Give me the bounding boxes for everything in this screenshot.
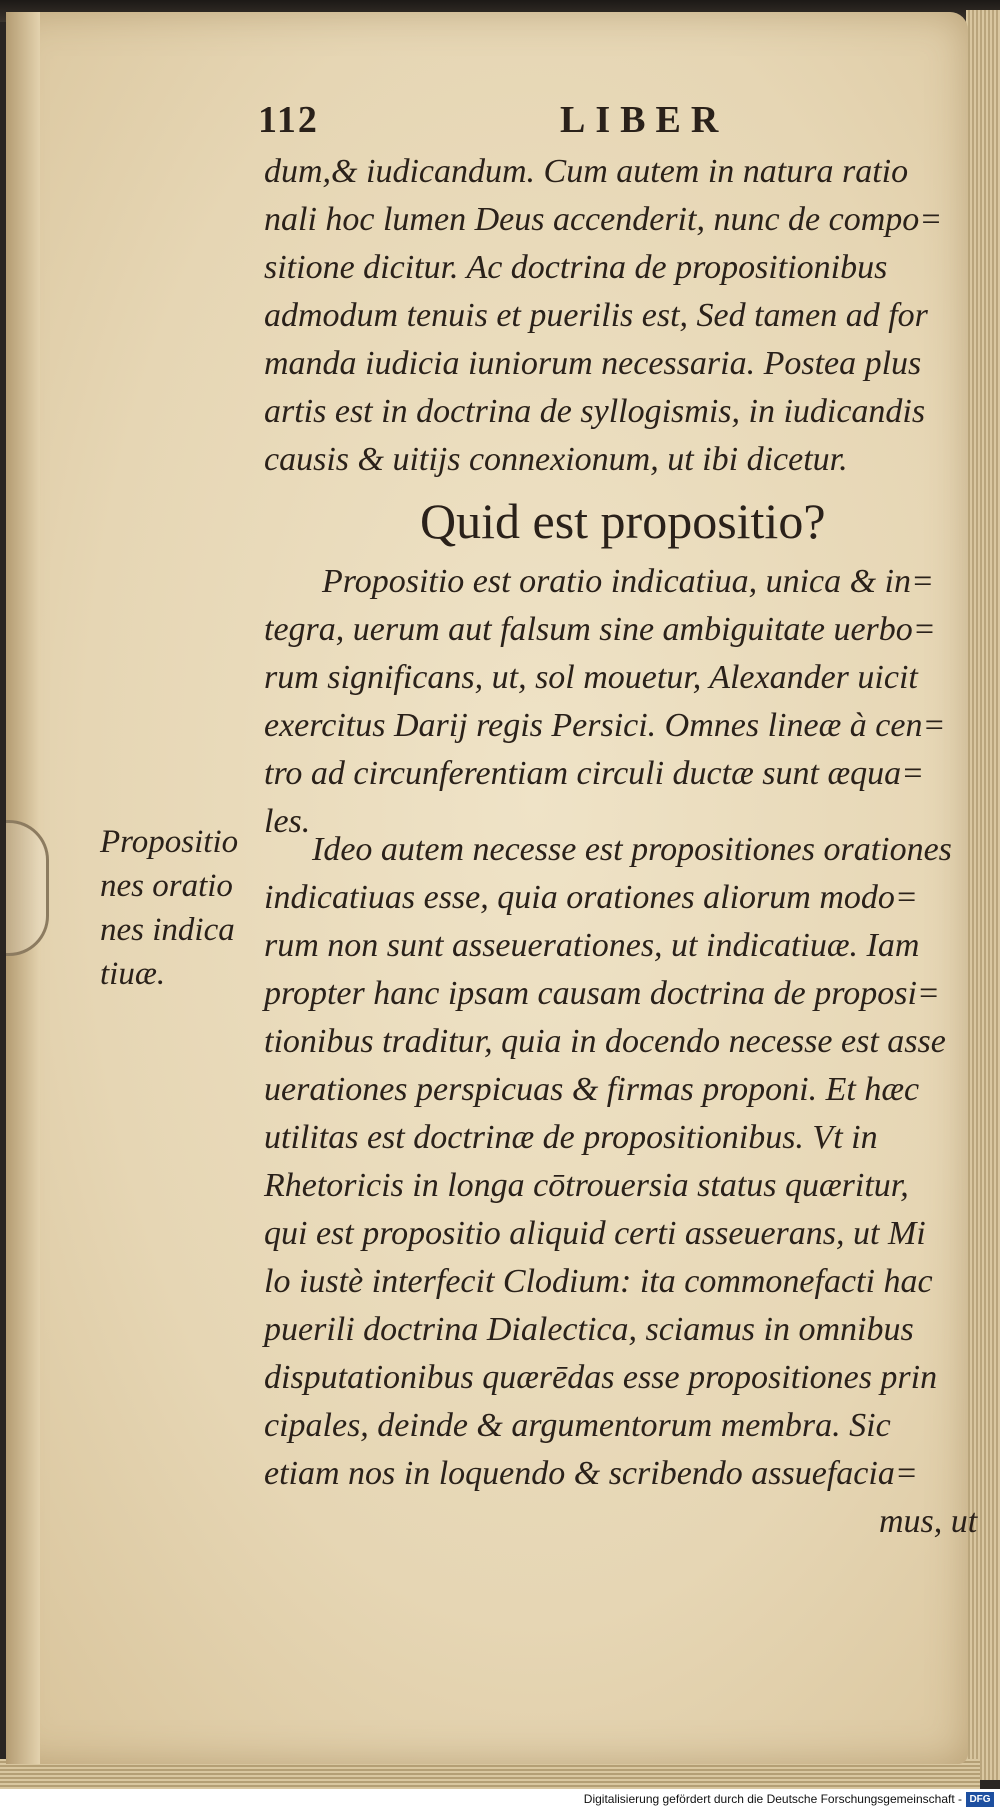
page-clip-mark [6,820,49,956]
text-line: qui est propositio aliquid certi asseuerans, ut Mi [264,1215,926,1252]
text-line: sitione dicitur. Ac doctrina de propositionibus [264,249,888,286]
text-line: manda iudicia iuniorum necessaria. Postea plus [264,345,922,382]
text-line: etiam nos in loquendo & scribendo assuefacia= [264,1455,918,1492]
running-head: LIBER [560,99,729,141]
text-line: tegra, uerum aut falsum sine ambiguitate uerbo= [264,611,936,648]
text-line: Rhetoricis in longa cōtrouersia status quæritur, [264,1167,909,1204]
page-number: 112 [258,99,319,141]
section-heading: Quid est propositio? [420,493,826,549]
margin-note-line: nes indica [100,912,235,948]
text-line: puerili doctrina Dialectica, sciamus in omnibus [264,1311,914,1348]
text-line: dum,& iudicandum. Cum autem in natura ratio [264,153,909,190]
text-line: Propositio est oratio indicatiua, unica & in= [322,563,934,600]
text-line: admodum tenuis et puerilis est, Sed tamen ad for [264,297,928,334]
text-line: utilitas est doctrinæ de propositionibus. Vt in [264,1119,878,1156]
text-line: causis & uitijs connexionum, ut ibi dicetur. [264,441,848,478]
text-line: les. [264,803,311,840]
text-line: artis est in doctrina de syllogismis, in iudicandis [264,393,926,430]
text-line: tionibus traditur, quia in docendo necesse est asse [264,1023,946,1060]
text-line: uerationes perspicuas & firmas proponi. Et hæc [264,1071,920,1108]
digitization-footer [0,1789,1000,1811]
text-line: tro ad circunferentiam circuli ductæ sunt æqua= [264,755,925,792]
text-line: disputationibus quærēdas esse propositiones prin [264,1359,938,1396]
margin-note-line: tiuæ. [100,956,166,992]
dfg-logo: DFG [966,1792,994,1807]
text-line: cipales, deinde & argumentorum membra. Sic [264,1407,891,1444]
text-line: indicatiuas esse, quia orationes aliorum modo= [264,879,918,916]
text-line: rum non sunt asseuerationes, ut indicatiuæ. Iam [264,927,920,964]
margin-note [100,820,270,996]
page-header [258,98,778,144]
margin-note-line: nes oratio [100,868,233,904]
paragraph-1 [264,148,970,484]
text-line: exercitus Darij regis Persici. Omnes lineæ à cen= [264,707,946,744]
text-line: rum significans, ut, sol mouetur, Alexander uicit [264,659,918,696]
paragraph-2 [264,558,970,846]
text-line: propter hanc ipsam causam doctrina de proposi= [264,975,940,1012]
text-line: nali hoc lumen Deus accenderit, nunc de compo= [264,201,943,238]
text-line: lo iustè interfecit Clodium: ita commonefacti hac [264,1263,933,1300]
funding-credit: Digitalisierung gefördert durch die Deutsche Forschungsgemeinschaft - [583,1792,962,1806]
paragraph-3 [264,826,978,1546]
margin-note-line: Propositio [100,824,239,860]
catchword: mus, ut [879,1503,978,1540]
text-line: Ideo autem necesse est propositiones orationes [312,831,952,868]
